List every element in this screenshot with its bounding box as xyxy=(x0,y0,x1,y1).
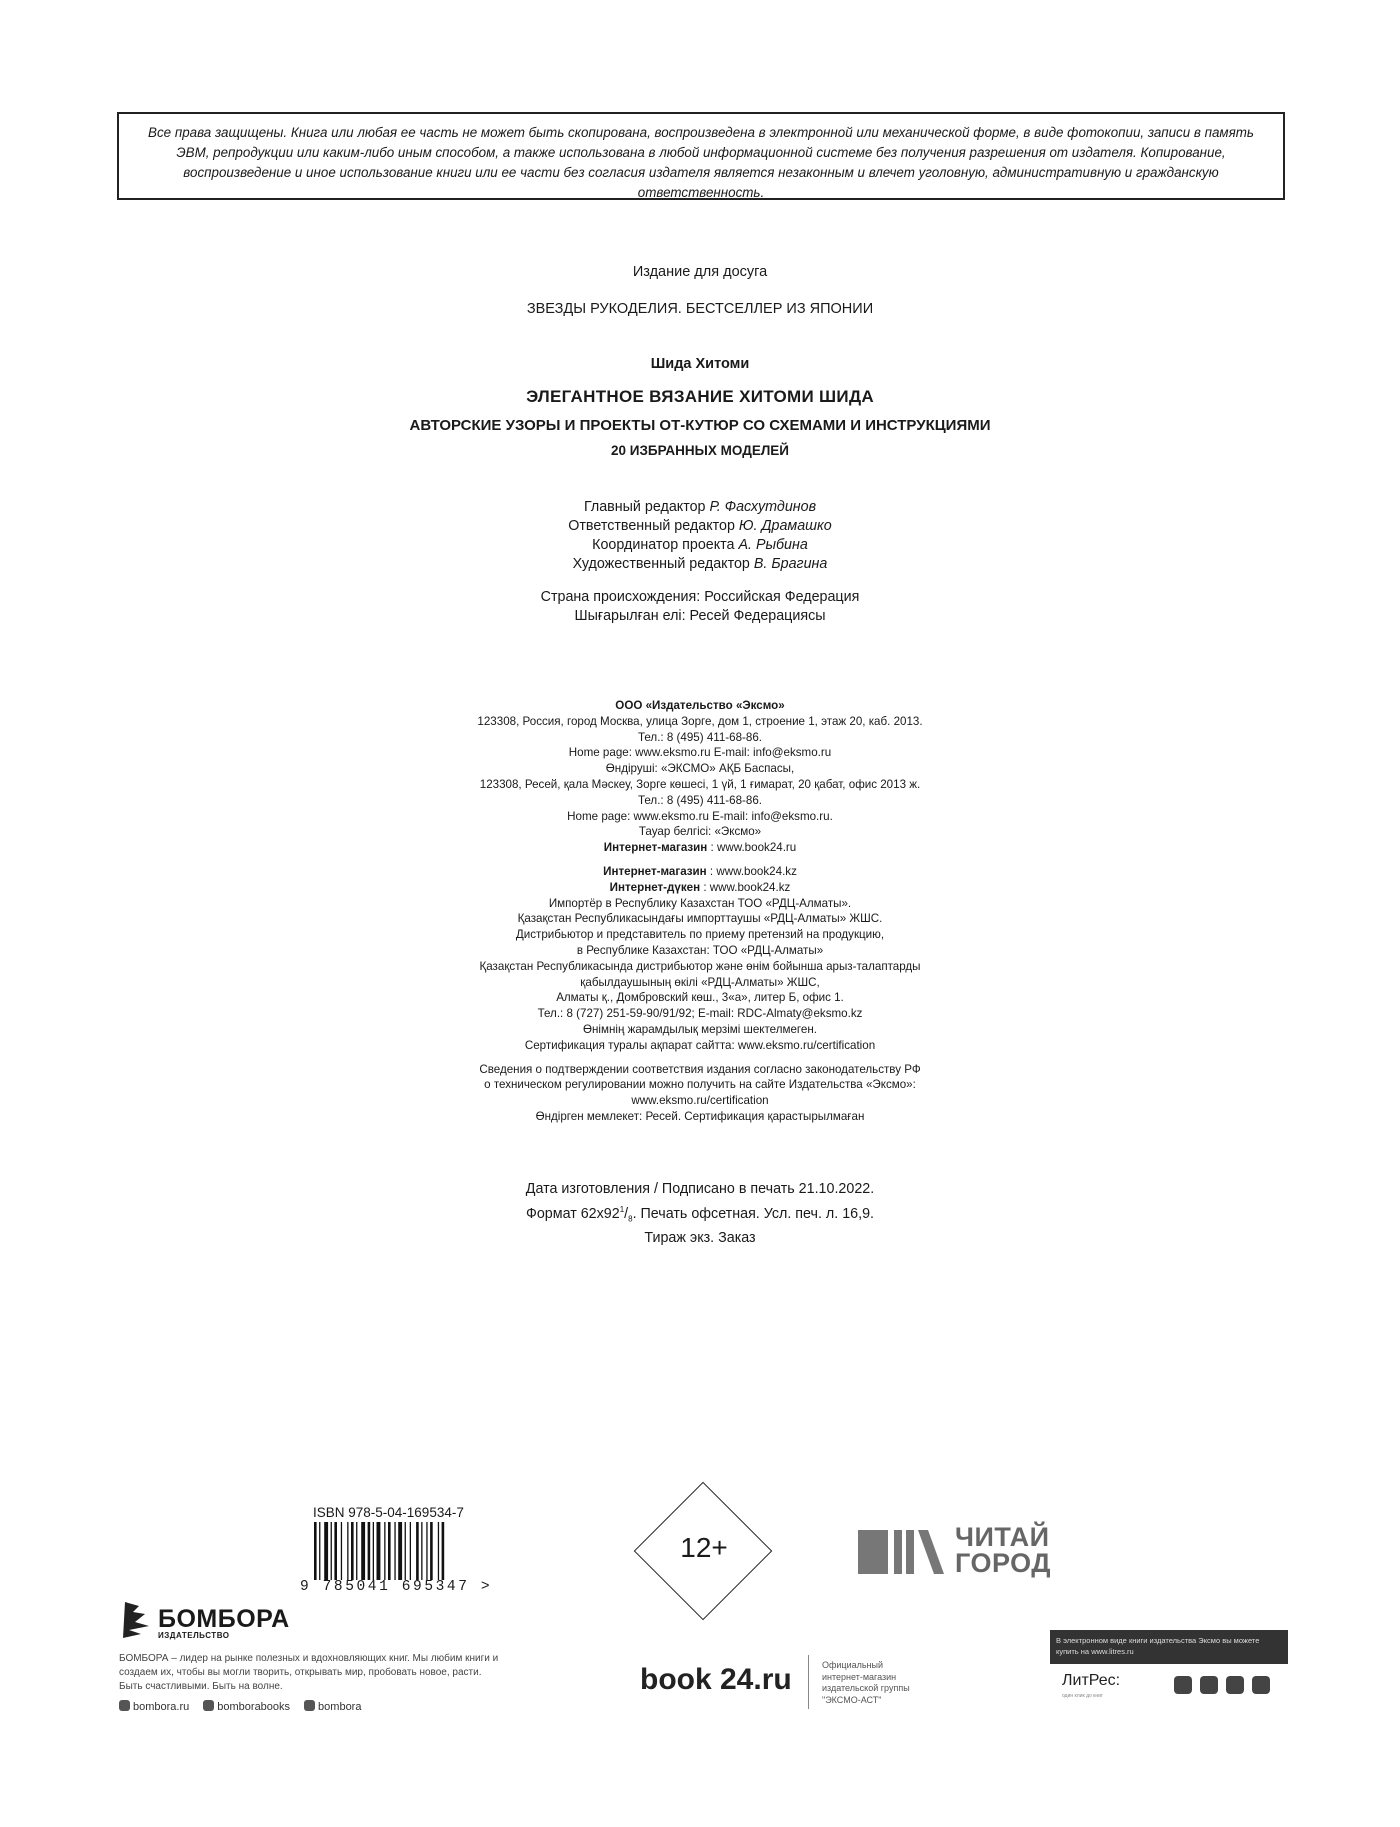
publisher-line: Сертификация туралы ақпарат сайтта: www.eksmo.ru/certification xyxy=(524,1038,876,1052)
rights-notice: Все права защищены. Книга или любая ее часть не может быть скопирована, воспроизведена в электронной или механической форме, в виде фотокопии, записи в память ЭВМ, репродукции или каким-либо иным способом, а также использована в любой информационной системе без получения разрешения от издателя. Копирование, воспроизведение и иное использование книги или ее части без согласия издателя является незаконным и влечет уголовную, административную и гражданскую ответственность. xyxy=(117,112,1285,200)
litres-logo: ЛитРес: xyxy=(1062,1672,1121,1689)
bombora-link[interactable]: bombora xyxy=(304,1700,361,1713)
publisher-line: Тауар белгісі: «Эксмо» xyxy=(638,825,762,839)
platform-icons xyxy=(1174,1676,1270,1694)
book24-description: Официальный интернет-магазин издательской группы "ЭКСМО-АСТ" xyxy=(822,1660,910,1705)
print-date: Дата изготовления / Подписано в печать 21.10.2022. xyxy=(525,1181,875,1197)
book-subtitle: АВТОРСКИЕ УЗОРЫ И ПРОЕКТЫ ОТ-КУТЮР СО СХЕМАМИ И ИНСТРУКЦИЯМИ xyxy=(409,417,991,434)
isbn: ISBN 978-5-04-169534-7 xyxy=(313,1505,464,1520)
print-run: Тираж экз. Заказ xyxy=(644,1229,756,1246)
litres-tagline: один клик до книг xyxy=(1062,1693,1103,1699)
publisher-line: www.eksmo.ru/certification xyxy=(631,1094,769,1108)
publisher-line: в Республике Казахстан: ТОО «РДЦ-Алматы» xyxy=(576,943,824,957)
author: Шида Хитоми xyxy=(650,356,750,372)
credit-line: Художественный редактор В. Брагина xyxy=(572,556,828,572)
publisher-line: Өнімнің жарамдылық мерзімі шектелмеген. xyxy=(583,1022,817,1036)
apple-icon xyxy=(1174,1676,1192,1694)
publisher-line: Home page: www.eksmo.ru E-mail: info@eksmo.ru. xyxy=(567,809,833,823)
origin-line: Шығарылған елі: Ресей Федерациясы xyxy=(574,608,826,624)
origin-line: Страна происхождения: Российская Федерация xyxy=(540,589,860,605)
series-name: ЗВЕЗДЫ РУКОДЕЛИЯ. БЕСТСЕЛЛЕР ИЗ ЯПОНИИ xyxy=(526,301,874,317)
book-title: ЭЛЕГАНТНОЕ ВЯЗАНИЕ ХИТОМИ ШИДА xyxy=(526,387,874,406)
bombora-name: БОМБОРА xyxy=(158,1605,290,1633)
publisher-line: Импортёр в Республику Казахстан ТОО «РДЦ-Алматы». xyxy=(548,896,852,910)
windows-icon xyxy=(1252,1676,1270,1694)
publisher-line: Home page: www.eksmo.ru E-mail: info@eksmo.ru xyxy=(568,746,832,760)
shop-line-kz2: Интернет-дүкен : www.book24.kz xyxy=(609,880,791,894)
credit-line: Ответственный редактор Ю. Драмашко xyxy=(568,518,832,534)
publisher-line: 123308, Ресей, қала Мәскеу, Зорге көшесі, 1 үй, 1 ғимарат, 20 қабат, офис 2013 ж. xyxy=(479,777,921,791)
publisher-info xyxy=(0,698,1400,1125)
publisher-line: Қазақстан Республикасындағы импорттаушы «РДЦ-Алматы» ЖШС. xyxy=(517,912,883,926)
publisher-line: Сведения о подтверждении соответствия издания согласно законодательству РФ xyxy=(479,1062,921,1076)
publisher-line: Дистрибьютор и представитель по приему претензий на продукцию, xyxy=(515,928,885,942)
edition-type: Издание для досуга xyxy=(632,264,768,280)
origin xyxy=(0,588,1400,626)
bombora-logo-icon xyxy=(119,1600,153,1640)
publisher-line: Өндіруші: «ЭКСМО» АҚБ Баспасы, xyxy=(605,762,795,776)
publisher-line: о техническом регулировании можно получить на сайте Издательства «Эксмо»: xyxy=(484,1078,916,1092)
publisher-line: Алматы қ., Домбровский көш., 3«а», литер Б, офис 1. xyxy=(556,991,844,1005)
publisher-line: қабылдаушының өкілі «РДЦ-Алматы» ЖШС, xyxy=(580,975,820,989)
barcode xyxy=(314,1522,479,1580)
vk-icon xyxy=(203,1700,214,1711)
telegram-icon xyxy=(304,1700,315,1711)
globe-icon xyxy=(119,1700,130,1711)
credits xyxy=(0,498,1400,574)
credit-line: Координатор проекта А. Рыбина xyxy=(592,537,808,553)
android-icon xyxy=(1200,1676,1218,1694)
bombora-links xyxy=(119,1700,361,1713)
publisher-line: Өндірген мемлекет: Ресей. Сертификация қарастырылмаған xyxy=(535,1109,865,1123)
age-rating: 12+ xyxy=(680,1532,728,1563)
web-icon xyxy=(1226,1676,1244,1694)
bombora-subtitle: ИЗДАТЕЛЬСТВО xyxy=(158,1631,230,1640)
credit-line: Главный редактор Р. Фасхутдинов xyxy=(583,499,817,515)
shop-line-kz: Интернет-магазин : www.book24.kz xyxy=(603,864,797,878)
publisher-line: Тел.: 8 (727) 251-59-90/91/92; E-mail: RDC-Almaty@eksmo.kz xyxy=(537,1007,863,1021)
shop-line-ru: Интернет-магазин : www.book24.ru xyxy=(603,841,797,855)
bombora-description: БОМБОРА – лидер на рынке полезных и вдохновляющих книг. Мы любим книги и создаем их, чтобы вы могли творить, открывать мир, пробовать новое, расти. Быть счастливыми. Быть на волне. xyxy=(119,1653,499,1692)
publisher-line: Тел.: 8 (495) 411-68-86. xyxy=(637,793,763,807)
print-format: Формат $62x92^1/_8$. Печать офсетная. Усл. печ. л. 16,9. xyxy=(525,1204,875,1224)
bombora-link[interactable]: bombora.ru xyxy=(119,1700,189,1713)
publisher-line: Тел.: 8 (495) 411-68-86. xyxy=(637,730,763,744)
book-subtitle-2: 20 ИЗБРАННЫХ МОДЕЛЕЙ xyxy=(610,443,790,458)
print-info xyxy=(0,1180,1400,1248)
chitai-gorod-logo-icon xyxy=(858,1527,948,1577)
publisher-line: 123308, Россия, город Москва, улица Зорге, дом 1, строение 1, этаж 20, каб. 2013. xyxy=(477,714,923,728)
bombora-link[interactable]: bomborabooks xyxy=(203,1700,290,1713)
publisher-name: ООО «Издательство «Эксмо» xyxy=(615,699,785,712)
divider xyxy=(808,1655,809,1709)
litres-banner: В электронном виде книги издательства Эксмо вы можете купить на www.litres.ru xyxy=(1050,1630,1288,1664)
chitai-gorod-wordmark: ЧИТАЙ ГОРОД xyxy=(955,1522,1051,1578)
publisher-line: Қазақстан Республикасында дистрибьютор және өнім бойынша арыз-талаптарды xyxy=(479,959,921,973)
barcode-digits: 9 785041 695347 > xyxy=(300,1579,493,1595)
book24-logo: book 24.ru xyxy=(640,1663,792,1696)
